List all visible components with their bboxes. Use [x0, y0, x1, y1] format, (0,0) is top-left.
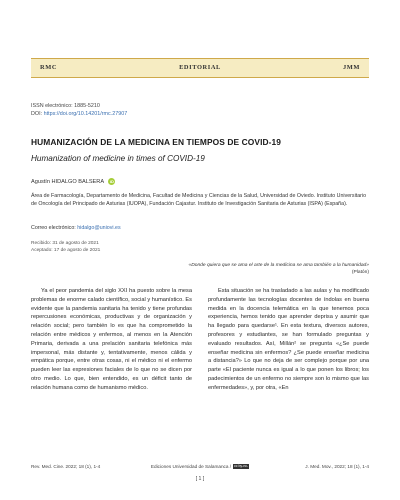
- received-date: Recibido: 31 de agosto de 2021: [31, 241, 99, 246]
- article-title: HUMANIZACIÓN DE LA MEDICINA EN TIEMPOS DE COVID-19: [31, 137, 282, 147]
- doi-link[interactable]: https://doi.org/10.14201/rmc.27907: [43, 111, 128, 117]
- author-name: Agustín HIDALGO BALSERA: [31, 178, 104, 185]
- orcid-icon[interactable]: iD: [109, 179, 114, 184]
- journal-abbrev-right: JMM: [342, 64, 360, 71]
- publisher-name: Ediciones Universidad de Salamanca /: [150, 464, 232, 469]
- cc-license-icon[interactable]: cc by-nc-nd: [234, 464, 249, 474]
- footer-citation-left: Rev. Med. Cine. 2022; 18 (1), 1-4: [31, 464, 101, 469]
- doi-label: DOI:: [31, 111, 44, 117]
- footer-citation-right: J. Med. Mov., 2022; 18 (1), 1-4: [305, 464, 369, 469]
- email-line: [31, 225, 121, 231]
- epigraph-author: (Platón): [351, 270, 369, 275]
- journal-header-banner: [31, 58, 369, 78]
- doi-line: [31, 111, 127, 118]
- email-link[interactable]: hidalgo@uniovi.es: [77, 225, 121, 231]
- body-column-right: [208, 287, 369, 393]
- page-number: [ 1 ]: [195, 476, 205, 482]
- issn: ISSN electrónico: 1885-5210: [31, 103, 100, 109]
- accepted-date: Aceptado: 17 de agosto de 2021: [31, 248, 101, 253]
- journal-abbrev-left: RMC: [40, 64, 58, 71]
- body-paragraph: Ya el peor pandemia del siglo XXI ha puesto sobre la mesa problemas de enorme calado científico, social y humanístico. Es evidente que la pandemia sanitaria ha tenido y tiene profundas repercusiones económicas, productivas y de organización y relación social; pero también lo es que ha comprometido la relación entre médicos y enfermos, al menos en la Atención Primaria, derivada a una prelación sanitaria telefónica más impersonal, más distante y, tentativamente, menos cálida y empática porque, entre otras cosas, ni el médico ni el enfermo pueden leer las expresiones faciales de lo que no se dicen por otro medio. Lo que, bien entendido, es un déficit tanto de relación humana como de humanismo médico.: [31, 288, 192, 391]
- section-label: EDITORIAL: [179, 64, 221, 71]
- epigraph-quote: «Donde quiera que se ama el arte de la medicina se ama también a la humanidad»: [188, 263, 369, 268]
- email-label: Correo electrónico:: [31, 225, 78, 231]
- article-subtitle: Humanization of medicine in times of COVID-19: [31, 154, 205, 163]
- author-line: [31, 178, 115, 185]
- page-footer: [31, 464, 369, 474]
- body-column-left: [31, 287, 192, 393]
- author-affiliation: Área de Farmacología, Departamento de Medicina, Facultad de Medicina y Ciencias de la Salud, Universidad de Oviedo. Instituto Universitario de Oncología del Principado de Asturias (IUOPA), Fundación Cajastur. Instituto de Investigación Sanitaria de Asturias (ISPA) (España).: [31, 193, 367, 207]
- body-paragraph: Esta situación se ha trasladado a las aulas y ha modificado profundamente las tecnologías docentes de índolas en buena medida en la docencia telemática en la que tenemos poca experiencia, hemos tenido que aprender deprisa y asumir que ha llegado para quedarse¹. En esta textura, diversos autores, profesores y estudiantes, se han formulado preguntas y evaluado resultados. Así, Millán² se pregunta «¿Se puede enseñar medicina sin enfermos? ¿Se puede enseñar medicina a distancia?» Lo que no deja de ser complejo porque por una parte «El paciente nunca es igual a lo que ponen los libros; los padecimientos de un enfermo no siempre son lo mismo que las enfermedades», y, por otra, «En: [208, 288, 369, 391]
